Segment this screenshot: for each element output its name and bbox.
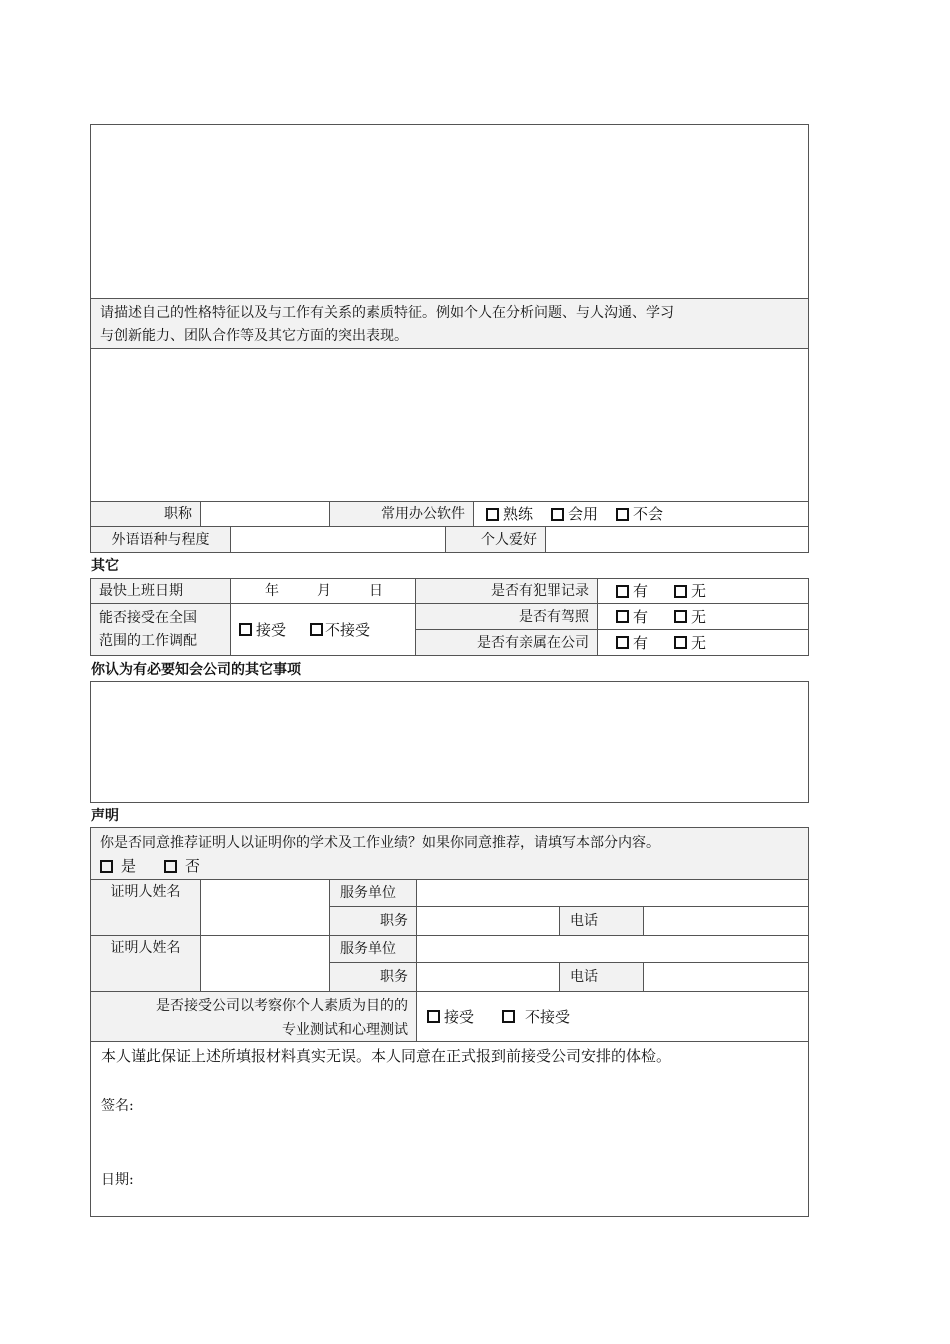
referee2-position-field[interactable] [416, 962, 560, 992]
test-accept-option[interactable]: 接受 [427, 1008, 474, 1026]
reference-agree-no[interactable]: 否 [164, 855, 200, 877]
checkbox-icon [674, 585, 687, 598]
character-prompt-line2: 与创新能力、团队合作等及其它方面的突出表现。 [100, 328, 408, 344]
license-label: 是否有驾照 [415, 603, 598, 630]
relative-yes-option[interactable]: 有 [616, 634, 648, 652]
relative-no-option[interactable]: 无 [674, 634, 706, 652]
start-date-field[interactable]: 年 月 日 [230, 578, 416, 604]
referee2-employer-field[interactable] [416, 935, 809, 963]
referee1-phone-field[interactable] [643, 906, 809, 936]
checkbox-icon [310, 623, 323, 636]
start-date-label: 最快上班日期 [90, 578, 231, 604]
statement-text: 本人谨此保证上述所填报材料真实无误。本人同意在正式报到前接受公司安排的体检。 [101, 1047, 672, 1065]
checkbox-icon [486, 508, 499, 521]
relocation-reject-option[interactable]: 不接受 [310, 621, 370, 639]
statement-box [90, 1041, 809, 1217]
character-prompt-line1: 请描述自己的性格特征以及与工作有关系的素质特征。例如个人在分析问题、与人沟通、学习 [100, 305, 674, 321]
referee1-employer-label: 服务单位 [329, 879, 417, 907]
other-heading: 其它 [91, 558, 119, 574]
referee1-position-field[interactable] [416, 906, 560, 936]
character-prompt [90, 298, 809, 349]
character-answer-box[interactable] [90, 348, 809, 502]
criminal-yes-option[interactable]: 有 [616, 582, 648, 600]
referee2-employer-label: 服务单位 [329, 935, 417, 963]
signature-field[interactable] [151, 1094, 451, 1118]
checkbox-icon [616, 508, 629, 521]
checkbox-icon [427, 1010, 440, 1023]
referee1-position-label: 职务 [329, 906, 417, 936]
checkbox-icon [164, 860, 177, 873]
notes-heading: 你认为有必要知会公司的其它事项 [91, 662, 301, 678]
checkbox-icon [616, 636, 629, 649]
relative-label: 是否有亲属在公司 [415, 629, 598, 656]
test-acceptance-label: 是否接受公司以考察你个人素质为目的的 专业测试和心理测试 [90, 991, 417, 1042]
license-no-option[interactable]: 无 [674, 608, 706, 626]
referee2-name-field[interactable] [200, 935, 330, 992]
criminal-no-option[interactable]: 无 [674, 582, 706, 600]
referee1-employer-field[interactable] [416, 879, 809, 907]
relative-options [597, 629, 809, 656]
checkbox-icon [100, 860, 113, 873]
license-yes-option[interactable]: 有 [616, 608, 648, 626]
checkbox-icon [674, 636, 687, 649]
referee1-name-label: 证明人姓名 [90, 879, 201, 936]
job-title-label: 职称 [90, 501, 201, 527]
reference-agree-yes[interactable]: 是 [100, 855, 136, 877]
checkbox-icon [551, 508, 564, 521]
hobby-label: 个人爱好 [445, 526, 546, 553]
previous-answer-box[interactable] [90, 124, 809, 299]
reference-question-box [90, 827, 809, 880]
office-option-can-use[interactable]: 会用 [551, 505, 598, 523]
referee1-phone-label: 电话 [559, 906, 644, 936]
notes-answer-box[interactable] [90, 681, 809, 803]
test-acceptance-options [416, 991, 809, 1042]
job-title-field[interactable] [200, 501, 330, 527]
date-field[interactable] [151, 1168, 451, 1192]
date-label: 日期: [101, 1172, 134, 1188]
declaration-heading: 声明 [91, 808, 119, 824]
checkbox-icon [239, 623, 252, 636]
office-option-cannot[interactable]: 不会 [616, 505, 663, 523]
checkbox-icon [616, 610, 629, 623]
reference-question: 你是否同意推荐证明人以证明你的学术及工作业绩？如果你同意推荐，请填写本部分内容。 [100, 835, 660, 851]
checkbox-icon [674, 610, 687, 623]
relocation-accept-option[interactable]: 接受 [239, 621, 286, 639]
referee2-position-label: 职务 [329, 962, 417, 992]
relocation-options [230, 603, 416, 656]
referee2-phone-label: 电话 [559, 962, 644, 992]
relocation-label: 能否接受在全国 范围的工作调配 [90, 603, 231, 656]
license-options [597, 603, 809, 630]
office-option-proficient[interactable]: 熟练 [486, 505, 533, 523]
criminal-record-options [597, 578, 809, 604]
criminal-record-label: 是否有犯罪记录 [415, 578, 598, 604]
checkbox-icon [616, 585, 629, 598]
language-field[interactable] [230, 526, 446, 553]
language-label: 外语语种与程度 [90, 526, 231, 553]
checkbox-icon [502, 1010, 515, 1023]
referee2-name-label: 证明人姓名 [90, 935, 201, 992]
hobby-field[interactable] [545, 526, 809, 553]
signature-label: 签名: [101, 1098, 134, 1114]
referee2-phone-field[interactable] [643, 962, 809, 992]
office-software-label: 常用办公软件 [329, 501, 474, 527]
office-software-options [473, 501, 809, 527]
test-reject-option[interactable]: 不接受 [502, 1008, 570, 1026]
referee1-name-field[interactable] [200, 879, 330, 936]
